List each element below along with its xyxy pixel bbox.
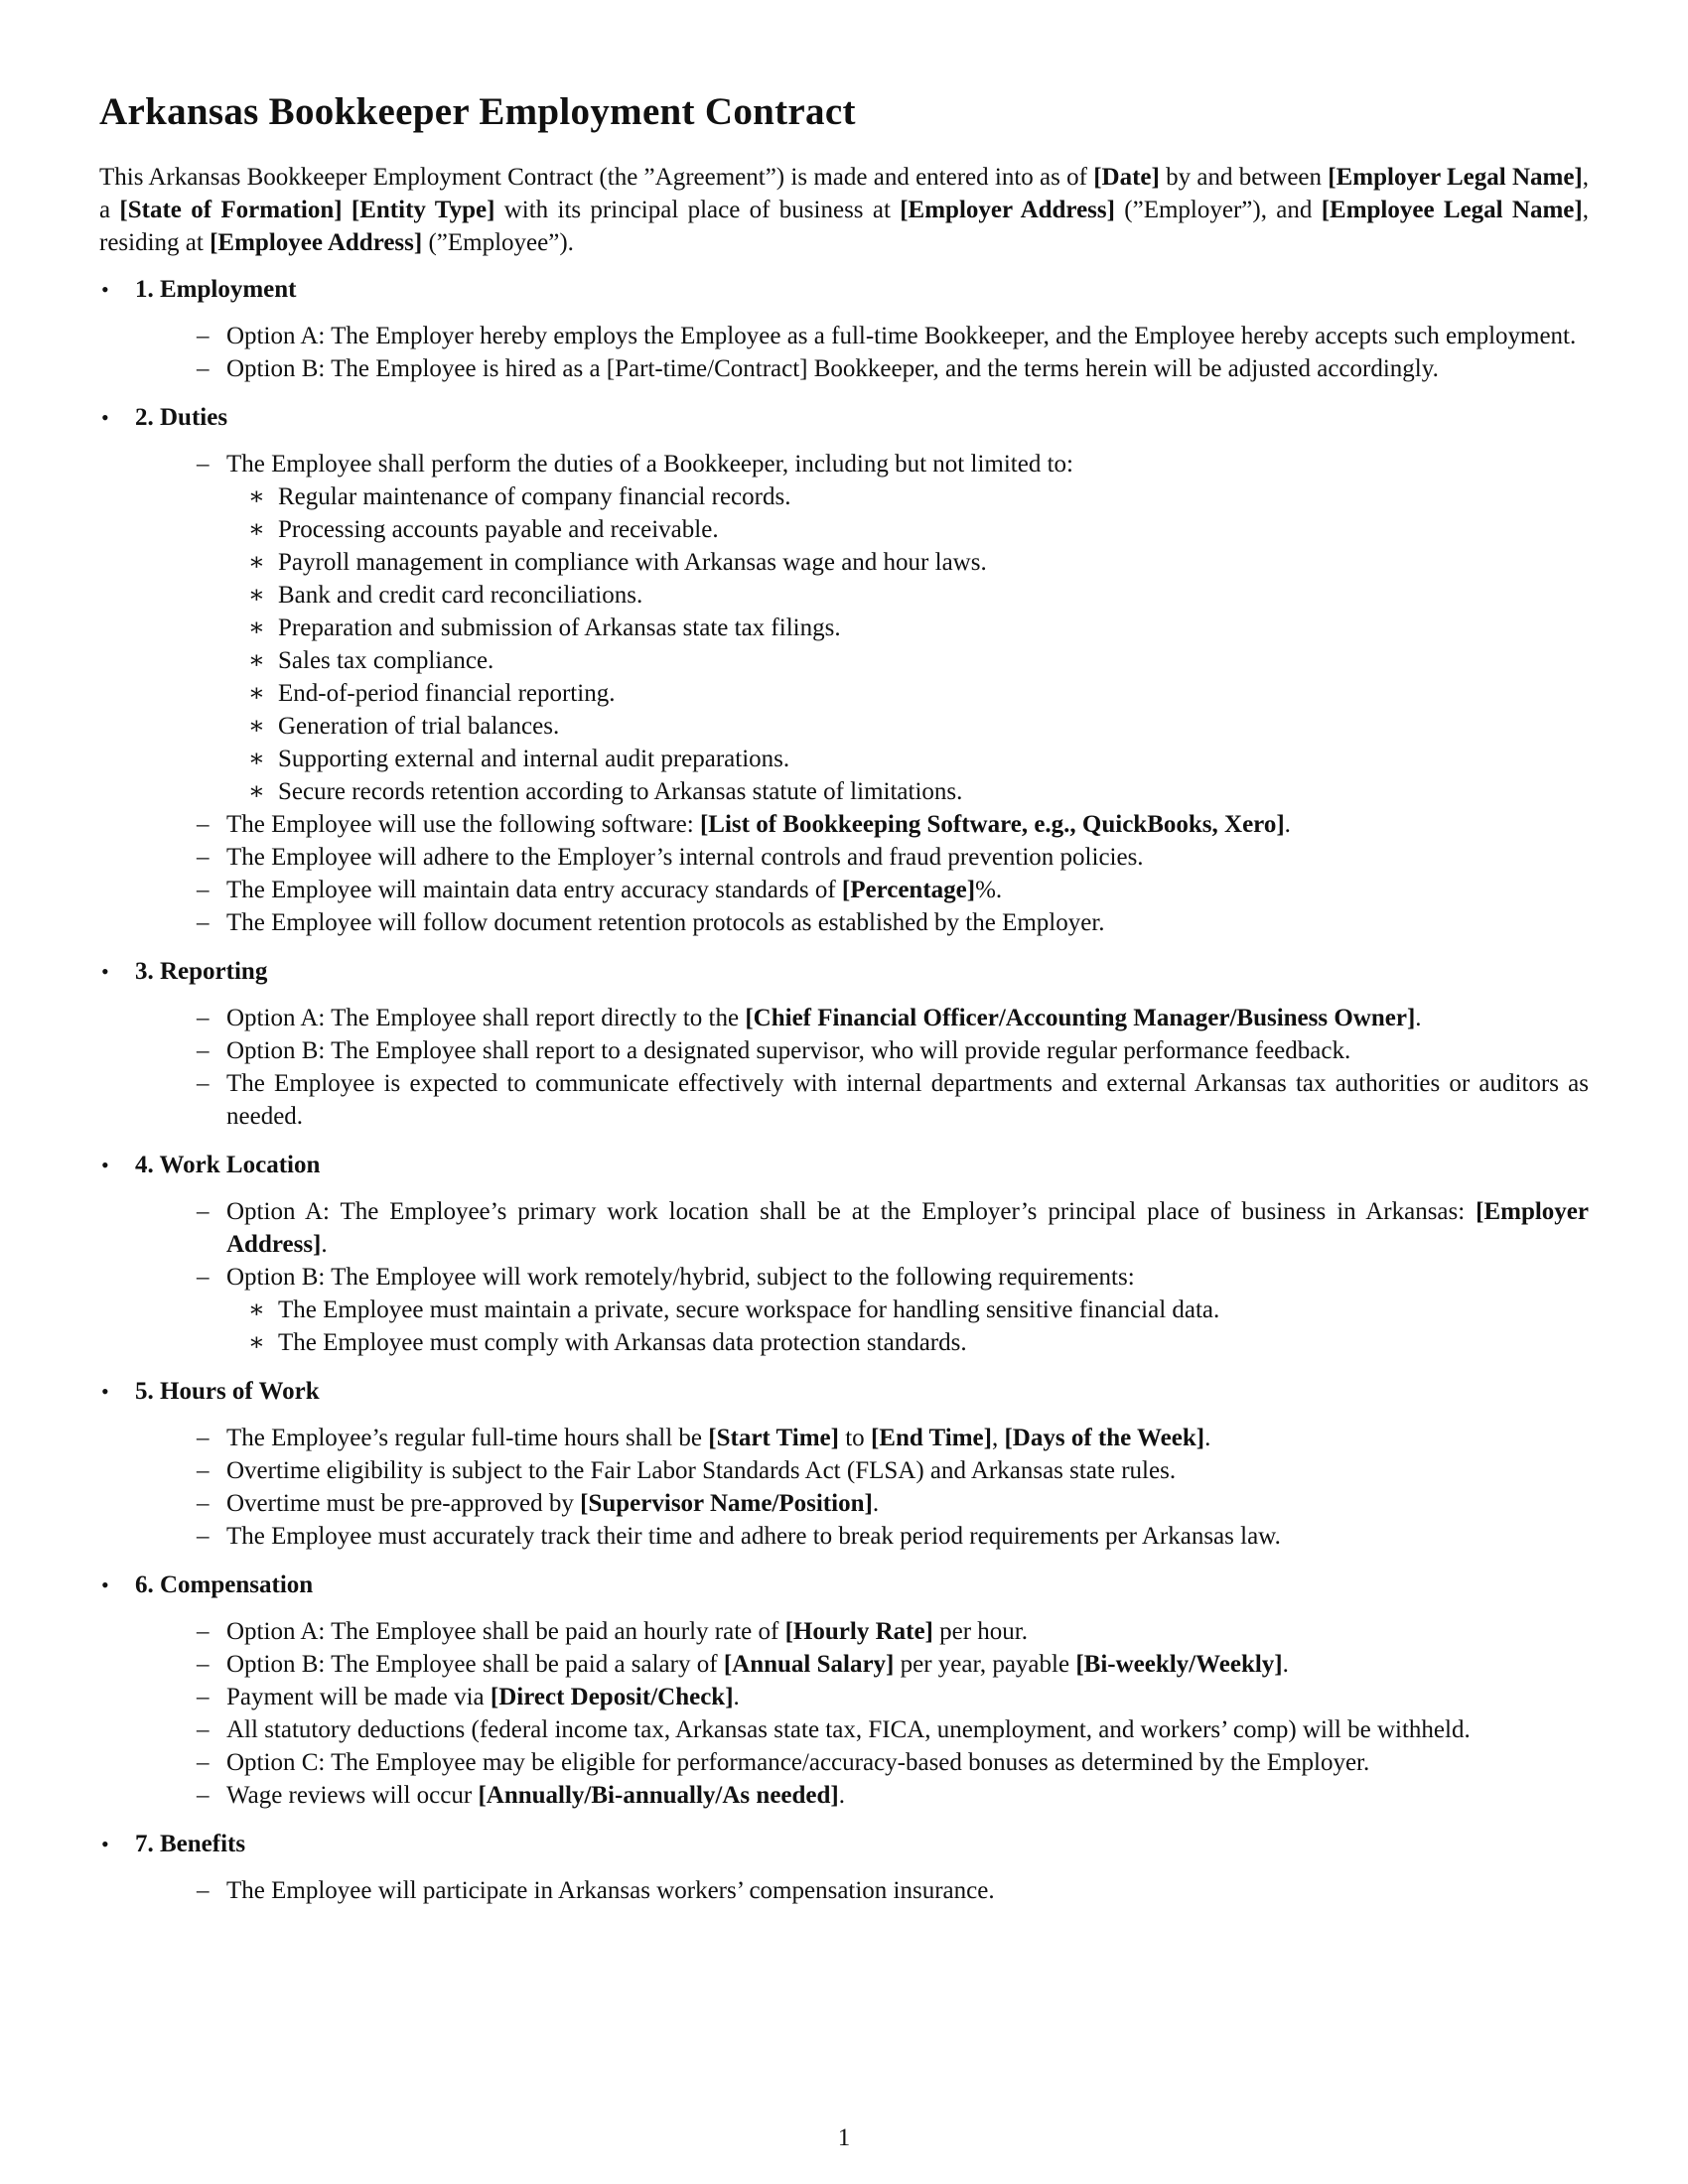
bullet-icon: • [101,1379,109,1404]
placeholder-field: [Employee Legal Name] [1321,197,1583,223]
sub-clause-text: The Employee must maintain a private, secure workspace for handling sensitive financial data. [278,1297,1220,1323]
dash-icon: – [197,1651,210,1678]
asterisk-icon: ∗ [248,746,265,772]
clause-item [197,1261,1589,1359]
clause-item [197,906,1589,939]
sub-clause-item [248,677,1589,710]
text-run: . [1282,1651,1289,1678]
placeholder-field: [Direct Deposit/Check] [490,1684,734,1710]
section-heading [101,1375,1589,1408]
text-run: The Employee will follow document retention protocols as established by the Employer. [226,909,1105,936]
section-title: 7. Benefits [135,1831,246,1857]
section-heading [101,1149,1589,1181]
placeholder-field: [Days of the Week] [1004,1425,1205,1451]
text-run: The Employee will participate in Arkansas workers’ compensation insurance. [226,1877,995,1904]
text-run: Option B: The Employee shall be paid a salary of [226,1651,724,1678]
section-heading [101,273,1589,306]
text-run: The Employee will use the following software: [226,811,700,838]
placeholder-field: [Employer Address] [226,1198,1589,1258]
sub-clause-item [248,1326,1589,1359]
sub-clause-text: Payroll management in compliance with Arkansas wage and hour laws. [278,549,987,576]
text-run [343,197,352,223]
dash-icon: – [197,1037,210,1064]
clause-item [197,1615,1589,1648]
sub-clause-item [248,775,1589,808]
placeholder-field: [Date] [1093,164,1160,191]
clause-item [197,448,1589,808]
text-run: Option B: The Employee will work remotely/hybrid, subject to the following requirements: [226,1264,1135,1291]
placeholder-field: [Percentage] [841,877,976,903]
text-run: %. [975,877,1003,903]
clause-item [197,841,1589,874]
placeholder-field: [Chief Financial Officer/Accounting Manager/Business Owner] [745,1005,1416,1031]
dash-icon: – [197,811,210,838]
clause-list [99,1874,1589,1907]
text-run: to [838,1425,871,1451]
placeholder-field: [Supervisor Name/Position] [580,1490,873,1517]
clause-item [197,1520,1589,1553]
text-run: Option A: The Employer hereby employs the Employee as a full-time Bookkeeper, and the Employee hereby accepts such employment. [226,323,1577,349]
text-run: per year, payable [894,1651,1076,1678]
text-run: (”Employee”). [422,229,574,256]
text-run: The Employee is expected to communicate effectively with internal departments and external Arkansas tax authorities or auditors as needed. [226,1070,1589,1130]
sub-clause-text: Generation of trial balances. [278,713,560,740]
clause-item [197,352,1589,385]
placeholder-field: [Employee Address] [210,229,423,256]
text-run: by and between [1159,164,1329,191]
asterisk-icon: ∗ [248,483,265,510]
text-run: Overtime eligibility is subject to the Fair Labor Standards Act (FLSA) and Arkansas state rules. [226,1457,1177,1484]
clause-item [197,1487,1589,1520]
asterisk-icon: ∗ [248,614,265,641]
section-heading [101,401,1589,434]
dash-icon: – [197,1716,210,1743]
sub-clause-item [248,579,1589,612]
text-run: Option A: The Employee shall be paid an hourly rate of [226,1618,785,1645]
text-run: The Employee must accurately track their time and adhere to break period requirements per Arkansas law. [226,1523,1281,1550]
clause-item [197,1002,1589,1034]
clause-item [197,1648,1589,1681]
placeholder-field: [Annually/Bi-annually/As needed] [478,1782,839,1809]
dash-icon: – [197,1684,210,1710]
dash-icon: – [197,1198,210,1225]
clause-item [197,1681,1589,1713]
text-run: (”Employer”), and [1114,197,1322,223]
placeholder-field: [Hourly Rate] [784,1618,933,1645]
text-run: . [1284,811,1291,838]
asterisk-icon: ∗ [248,680,265,707]
placeholder-field: [Annual Salary] [723,1651,895,1678]
clause-list [99,1615,1589,1812]
section-6 [99,1569,1589,1812]
clause-item [197,1874,1589,1907]
text-run: . [321,1231,328,1258]
dash-icon: – [197,1264,210,1291]
section-title: 2. Duties [135,404,228,431]
section-7 [99,1828,1589,1907]
sub-clause-item [248,644,1589,677]
placeholder-field: [Employer Address] [900,197,1115,223]
sub-clause-text: The Employee must comply with Arkansas data protection standards. [278,1329,967,1356]
text-run: , [991,1425,1005,1451]
document-title: Arkansas Bookkeeper Employment Contract [99,90,856,133]
asterisk-icon: ∗ [248,713,265,740]
asterisk-icon: ∗ [248,549,265,576]
dash-icon: – [197,355,210,382]
placeholder-field: [Employer Legal Name] [1328,164,1583,191]
dash-icon: – [197,1782,210,1809]
text-run: This Arkansas Bookkeeper Employment Contract (the ”Agreement”) is made and entered into as of [99,164,1094,191]
dash-icon: – [197,323,210,349]
bullet-icon: • [101,405,109,430]
dash-icon: – [197,909,210,936]
asterisk-icon: ∗ [248,516,265,543]
section-5 [99,1375,1589,1553]
clause-list [99,1195,1589,1359]
placeholder-field: [Start Time] [708,1425,839,1451]
section-heading [101,1569,1589,1601]
text-run: Overtime must be pre-approved by [226,1490,581,1517]
placeholder-field: [Entity Type] [351,197,495,223]
section-title: 3. Reporting [135,958,268,985]
asterisk-icon: ∗ [248,778,265,805]
clause-list [99,1422,1589,1553]
sub-clause-item [248,513,1589,546]
sub-clause-text: Regular maintenance of company financial records. [278,483,791,510]
text-run: . [872,1490,880,1517]
dash-icon: – [197,1070,210,1097]
section-1 [99,273,1589,385]
page-number: 1 [837,2124,851,2151]
dash-icon: – [197,1490,210,1517]
placeholder-field: [Bi-weekly/Weekly] [1075,1651,1283,1678]
sub-clause-text: Preparation and submission of Arkansas state tax filings. [278,614,841,641]
section-3 [99,955,1589,1133]
section-4 [99,1149,1589,1359]
dash-icon: – [197,1457,210,1484]
sub-clause-list [226,480,1589,808]
sub-clause-text: Supporting external and internal audit preparations. [278,746,790,772]
clause-list [99,448,1589,939]
placeholder-field: [List of Bookkeeping Software, e.g., QuickBooks, Xero] [699,811,1285,838]
sub-clause-item [248,1294,1589,1326]
clause-item [197,1067,1589,1133]
section-title: 5. Hours of Work [135,1378,320,1405]
clause-item [197,1746,1589,1779]
clause-item [197,808,1589,841]
text-run: . [733,1684,740,1710]
dash-icon: – [197,1523,210,1550]
dash-icon: – [197,1005,210,1031]
bullet-icon: • [101,1572,109,1597]
dash-icon: – [197,844,210,871]
text-run: Option B: The Employee shall report to a designated supervisor, who will provide regular performance feedback. [226,1037,1351,1064]
section-title: 6. Compensation [135,1571,314,1598]
dash-icon: – [197,1425,210,1451]
text-run: . [1415,1005,1422,1031]
intro-paragraph [99,161,1589,259]
sub-clause-item [248,480,1589,513]
placeholder-field: [State of Formation] [119,197,343,223]
sub-clause-text: Bank and credit card reconciliations. [278,582,643,609]
text-run: The Employee’s regular full-time hours shall be [226,1425,709,1451]
text-run: Option B: The Employee is hired as a [Part-time/Contract] Bookkeeper, and the terms herein will be adjusted accordingly. [226,355,1439,382]
text-run: The Employee will maintain data entry accuracy standards of [226,877,842,903]
clause-item [197,1034,1589,1067]
dash-icon: – [197,1877,210,1904]
text-run: Option C: The Employee may be eligible for performance/accuracy-based bonuses as determined by the Employer. [226,1749,1370,1776]
dash-icon: – [197,1749,210,1776]
asterisk-icon: ∗ [248,647,265,674]
sub-clause-item [248,710,1589,743]
section-2 [99,401,1589,939]
text-run: , a [99,164,1590,223]
clause-item [197,1779,1589,1812]
text-run: . [838,1782,845,1809]
dash-icon: – [197,1618,210,1645]
bullet-icon: • [101,277,109,302]
clause-item [197,320,1589,352]
sub-clause-text: Secure records retention according to Arkansas statute of limitations. [278,778,963,805]
clause-item [197,1713,1589,1746]
clause-item [197,874,1589,906]
text-run: , residing at [99,197,1589,256]
sub-clause-list [226,1294,1589,1359]
text-run: The Employee will adhere to the Employer’s internal controls and fraud prevention policies. [226,844,1144,871]
sub-clause-text: Sales tax compliance. [278,647,494,674]
text-run: The Employee shall perform the duties of a Bookkeeper, including but not limited to: [226,451,1073,478]
clause-list [99,320,1589,385]
section-heading [101,955,1589,988]
clause-item [197,1195,1589,1261]
document-page [99,89,1589,1923]
section-title: 1. Employment [135,276,297,303]
asterisk-icon: ∗ [248,582,265,609]
clause-list [99,1002,1589,1133]
text-run: . [1204,1425,1211,1451]
clause-item [197,1454,1589,1487]
text-run: per hour. [932,1618,1029,1645]
sub-clause-item [248,743,1589,775]
text-run: Option A: The Employee’s primary work location shall be at the Employer’s principal place of business in Arkansas: [226,1198,1477,1225]
section-list [99,273,1589,1907]
bullet-icon: • [101,959,109,984]
sub-clause-text: Processing accounts payable and receivable. [278,516,719,543]
dash-icon: – [197,877,210,903]
asterisk-icon: ∗ [248,1329,265,1356]
sub-clause-item [248,612,1589,644]
bullet-icon: • [101,1832,109,1856]
text-run: Payment will be made via [226,1684,491,1710]
text-run: with its principal place of business at [494,197,901,223]
text-run: Wage reviews will occur [226,1782,479,1809]
text-run: All statutory deductions (federal income tax, Arkansas state tax, FICA, unemployment, and workers’ comp) will be withheld. [226,1716,1471,1743]
section-heading [101,1828,1589,1860]
sub-clause-text: End-of-period financial reporting. [278,680,616,707]
placeholder-field: [End Time] [870,1425,992,1451]
asterisk-icon: ∗ [248,1297,265,1323]
section-title: 4. Work Location [135,1152,321,1178]
text-run: Option A: The Employee shall report directly to the [226,1005,746,1031]
bullet-icon: • [101,1153,109,1177]
clause-item [197,1422,1589,1454]
dash-icon: – [197,451,210,478]
sub-clause-item [248,546,1589,579]
